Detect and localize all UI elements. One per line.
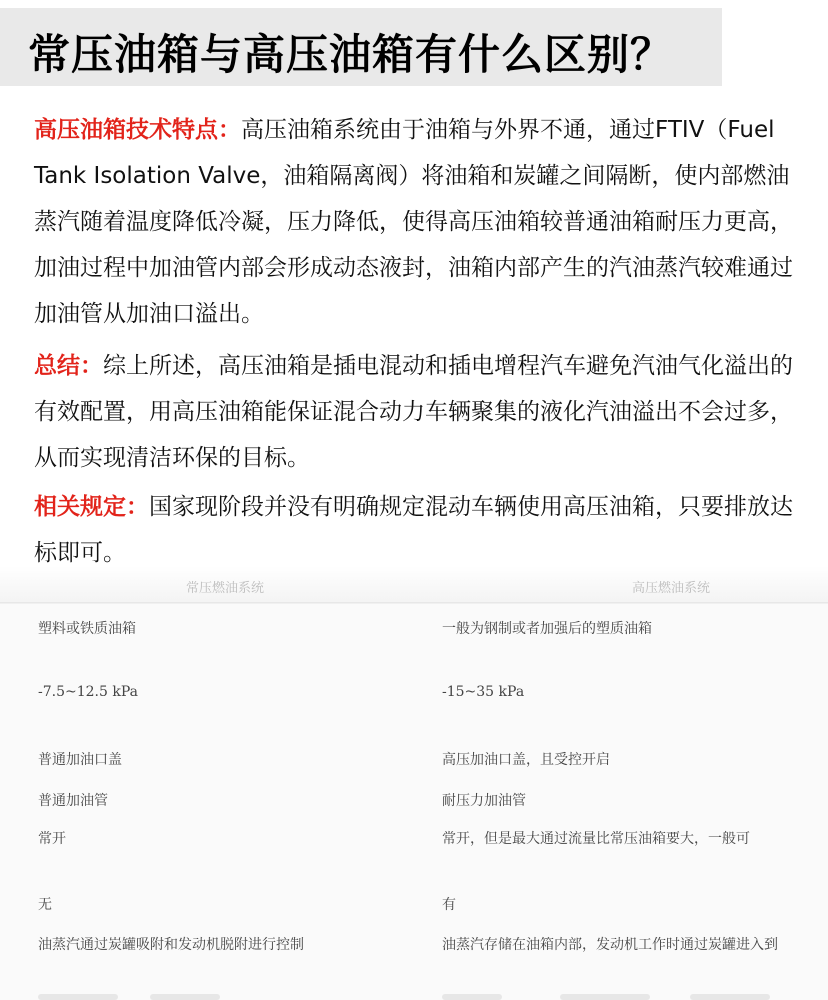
- table-cell: 普通加油管: [38, 793, 108, 809]
- section-summary: [34, 343, 800, 481]
- comparison-table-photo: [0, 566, 828, 1000]
- section-tech-features: [34, 107, 800, 337]
- cut-off-text: [38, 994, 118, 1000]
- section-label: 高压油箱技术特点：: [34, 117, 241, 143]
- table-header-normal: 常压燃油系统: [186, 581, 265, 596]
- table-cell: 无: [38, 897, 52, 913]
- table-cell: -15~35 kPa: [442, 684, 525, 700]
- table-cell: 常开: [38, 831, 66, 847]
- title-banner: [0, 8, 722, 86]
- table-cell: 塑料或铁质油箱: [38, 621, 136, 637]
- page-title: 常压油箱与高压油箱有什么区别？: [28, 30, 674, 79]
- section-regulation: [34, 484, 800, 576]
- table-cell: 高压加油口盖，且受控开启: [442, 752, 610, 768]
- table-cell: 常开，但是最大通过流量比常压油箱要大，一般可: [442, 831, 750, 847]
- section-label: 总结：: [34, 353, 103, 379]
- table-cell: -7.5~12.5 kPa: [38, 684, 138, 700]
- cut-off-text: [560, 994, 650, 1000]
- table-cell: 油蒸汽通过炭罐吸附和发动机脱附进行控制: [38, 937, 304, 953]
- table-cell: 有: [442, 897, 456, 913]
- section-text: 高压油箱系统由于油箱与外界不通，通过FTIV（Fuel Tank Isolation Valve，油箱隔离阀）将油箱和炭罐之间隔断，使内部燃油蒸汽随着温度降低冷凝，压力降低，使得高压油箱较普通油箱耐压力更高，加油过程中加油管内部会形成动态液封，油箱内部产生的汽油蒸汽较难通过加油管从加油口溢出。: [34, 117, 793, 327]
- section-text: 综上所述，高压油箱是插电混动和插电增程汽车避免汽油气化溢出的有效配置，用高压油箱能保证混合动力车辆聚集的液化汽油溢出不会过多，从而实现清洁环保的目标。: [34, 353, 793, 471]
- cut-off-text: [150, 994, 220, 1000]
- page-fold-line: [0, 602, 828, 605]
- section-text: 国家现阶段并没有明确规定混动车辆使用高压油箱，只要排放达标即可。: [34, 494, 793, 566]
- table-header-high-pressure: 高压燃油系统: [632, 581, 711, 596]
- table-cell: 耐压力加油管: [442, 793, 526, 809]
- table-cell: 一般为钢制或者加强后的塑质油箱: [442, 621, 652, 637]
- table-cell: 普通加油口盖: [38, 752, 122, 768]
- cut-off-text: [442, 994, 502, 1000]
- section-label: 相关规定：: [34, 494, 149, 520]
- cut-off-text: [690, 994, 770, 1000]
- table-cell: 油蒸汽存储在油箱内部，发动机工作时通过炭罐进入到: [442, 937, 778, 953]
